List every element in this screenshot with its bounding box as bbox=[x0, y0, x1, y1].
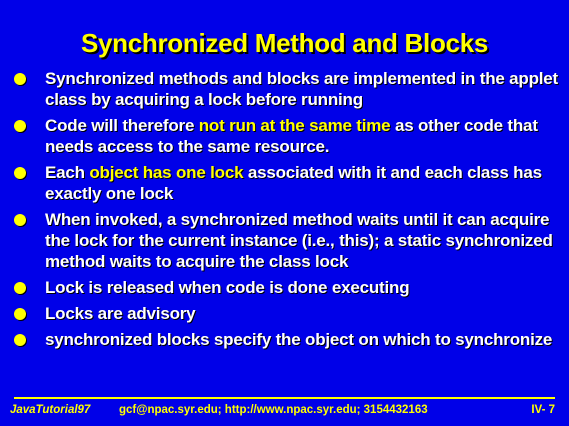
slide-title: Synchronized Method and Blocks bbox=[80, 28, 489, 58]
bullet-text: Each bbox=[45, 163, 90, 182]
bullet-text: Synchronized methods and blocks are implemented in the applet class by acquiring a lock before running bbox=[45, 69, 559, 109]
bullet-item bbox=[14, 329, 562, 350]
footer-course-name: JavaTutorial97 bbox=[10, 404, 91, 416]
bullet-text: Lock is released when code is done executing bbox=[45, 278, 410, 297]
bullet-item bbox=[14, 68, 562, 110]
bullet-text: as other code that needs access to the same resource. bbox=[45, 116, 538, 156]
bullet-text: When invoked, a synchronized method waits until it can acquire the lock for the current instance (i.e., this); a static synchronized method waits to acquire the class lock bbox=[45, 210, 553, 271]
bullet-dot-icon bbox=[14, 120, 26, 132]
highlighted-text: object has one lock bbox=[89, 163, 244, 182]
bullet-item bbox=[14, 303, 562, 324]
footer-divider bbox=[14, 397, 555, 399]
bullet-dot-icon bbox=[14, 167, 26, 179]
bullet-dot-icon bbox=[14, 214, 26, 226]
bullet-dot-icon bbox=[14, 308, 26, 320]
bullet-dot-icon bbox=[14, 334, 26, 346]
bullet-dot-icon bbox=[14, 73, 26, 85]
highlighted-text: not run at the same time bbox=[198, 116, 391, 135]
bullet-item bbox=[14, 162, 562, 204]
bullet-text: Locks are advisory bbox=[45, 304, 196, 323]
bullet-text: associated with it and each class has exactly one lock bbox=[45, 163, 542, 203]
bullet-dot-icon bbox=[14, 282, 26, 294]
footer-contact-info: gcf@npac.syr.edu; http://www.npac.syr.edu; 3154432163 bbox=[119, 404, 428, 416]
bullet-item bbox=[14, 277, 562, 298]
bullet-text: synchronized blocks specify the object on which to synchronize bbox=[45, 330, 553, 349]
bullet-item bbox=[14, 115, 562, 157]
footer-page-number: IV- 7 bbox=[531, 404, 555, 416]
bullet-text: Code will therefore bbox=[45, 116, 199, 135]
bullet-item bbox=[14, 209, 562, 272]
bullet-list bbox=[14, 68, 562, 355]
